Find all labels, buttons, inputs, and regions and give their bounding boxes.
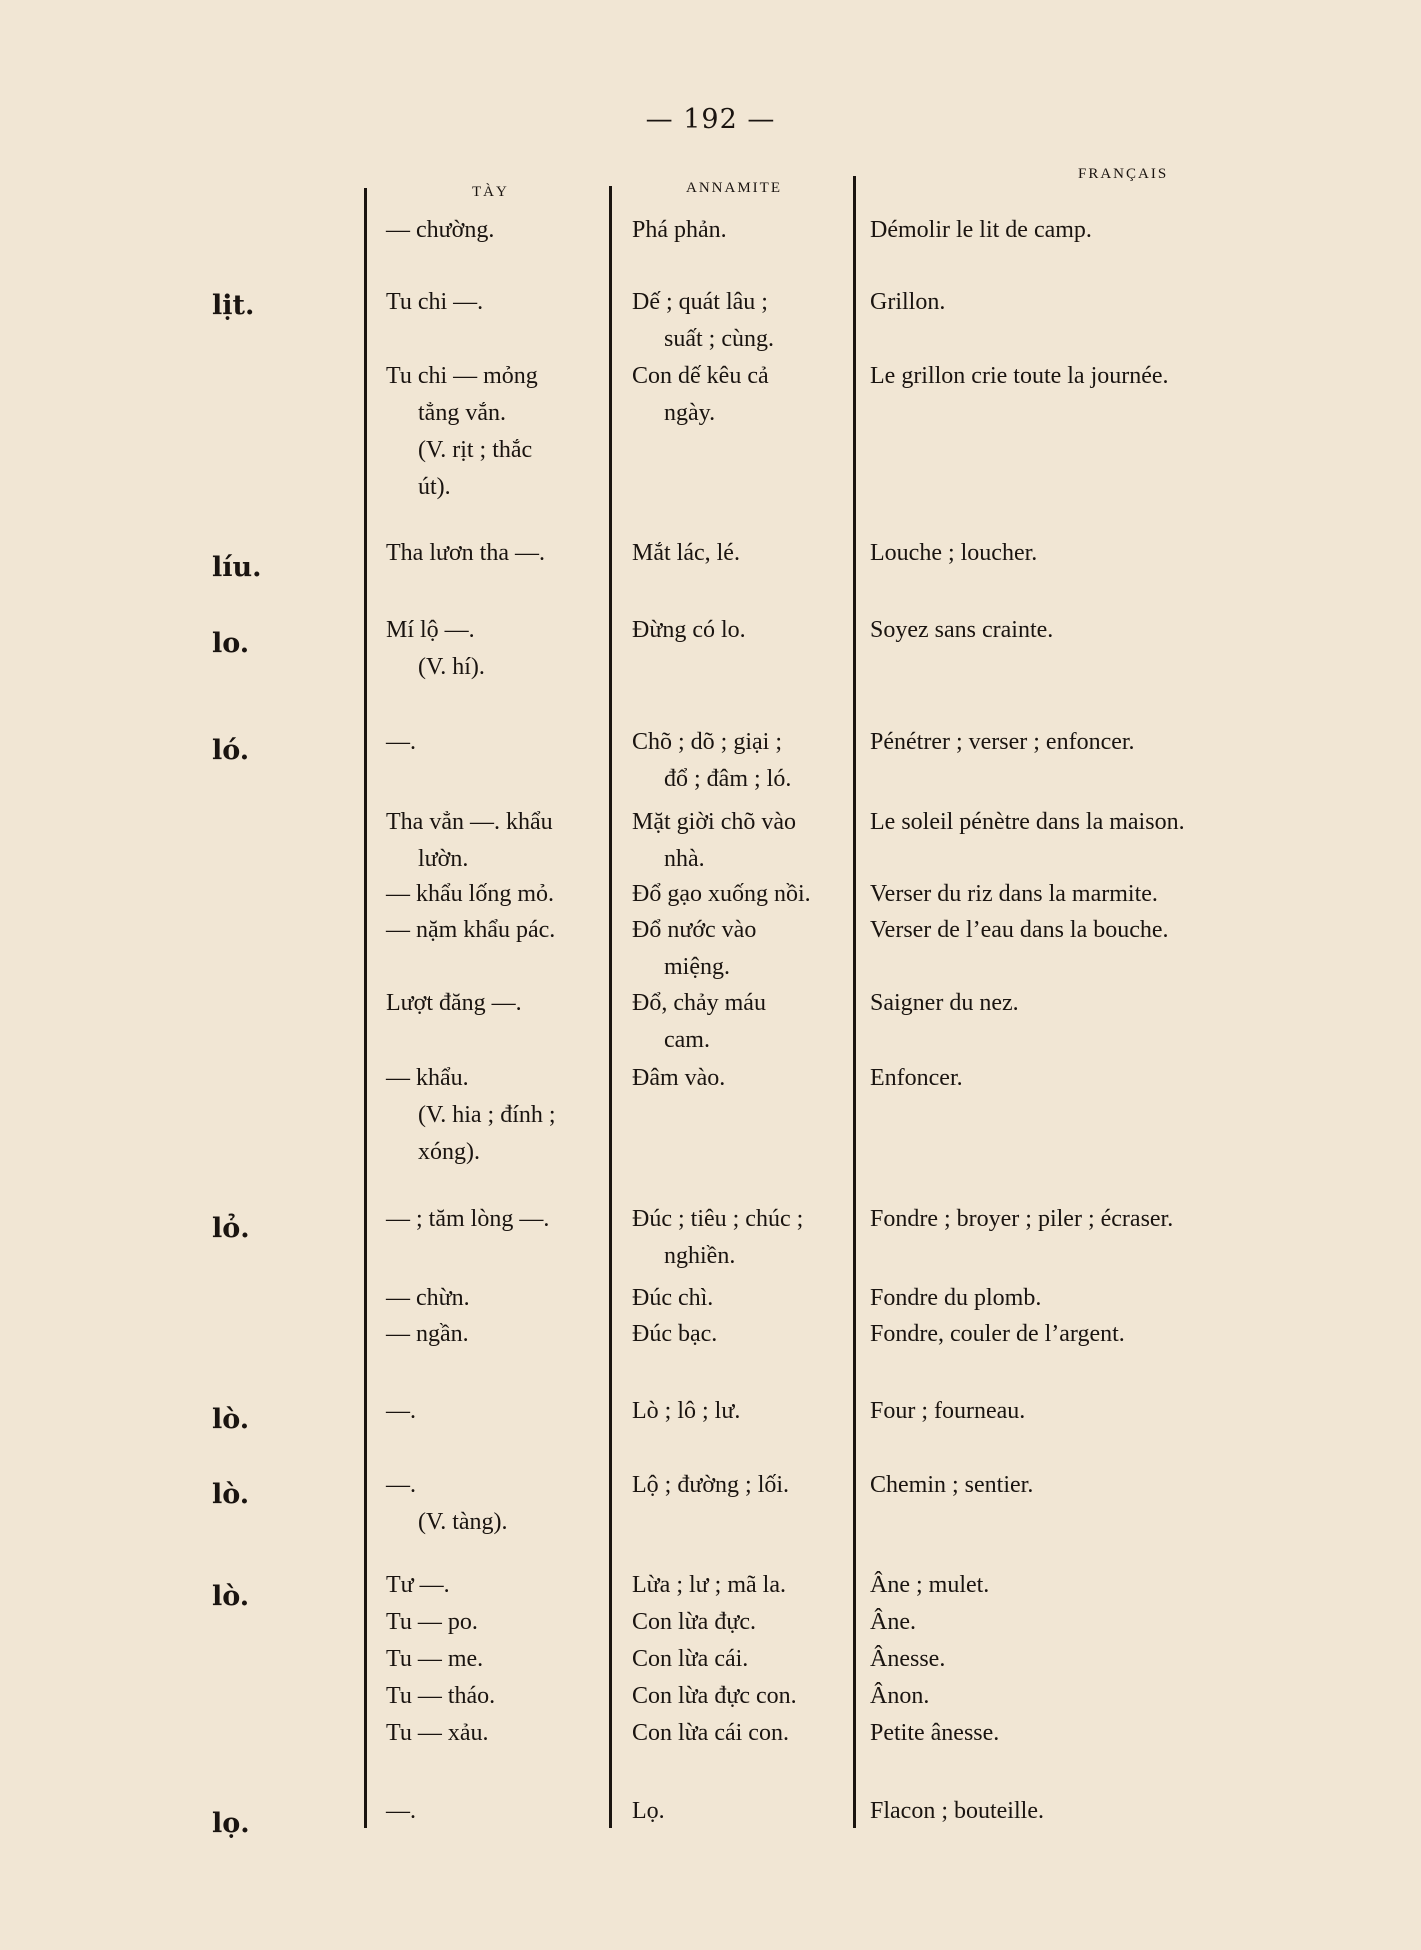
tay-cell-line: — chừn. xyxy=(386,1285,470,1311)
annamite-cell-line: ngày. xyxy=(664,400,716,426)
tay-cell-line: Tư —. xyxy=(386,1572,450,1598)
annamite-cell-line: Chõ ; dõ ; giại ; xyxy=(632,729,782,755)
headword: lỏ. xyxy=(212,1213,250,1244)
tay-cell-line: — chường. xyxy=(386,217,495,243)
annamite-cell xyxy=(632,212,862,249)
annamite-cell-line: Con lừa đực con. xyxy=(632,1683,797,1709)
headword: líu. xyxy=(212,552,262,583)
tay-cell-line: lườn. xyxy=(418,846,469,872)
annamite-cell xyxy=(632,1393,862,1430)
column-header-tay: TÀY xyxy=(472,184,509,200)
tay-cell xyxy=(386,804,616,878)
annamite-cell-line: Lọ. xyxy=(632,1798,665,1824)
headword: ló. xyxy=(212,735,250,766)
annamite-cell xyxy=(632,724,862,798)
francais-cell-line: Âne ; mulet. xyxy=(870,1572,990,1598)
tay-cell xyxy=(386,1641,616,1678)
tay-cell-line: Tha lươn tha —. xyxy=(386,540,545,566)
tay-cell xyxy=(386,1715,616,1752)
tay-cell-line: (V. tàng). xyxy=(418,1509,508,1535)
tay-cell-line: Tha vẳn —. khẩu xyxy=(386,809,553,835)
annamite-cell xyxy=(632,358,862,432)
annamite-cell-line: suất ; cùng. xyxy=(664,326,774,352)
annamite-cell-line: Dế ; quát lâu ; xyxy=(632,289,768,315)
tay-cell-line: — khẩu lống mỏ. xyxy=(386,881,554,907)
annamite-cell-line: nghiền. xyxy=(664,1243,736,1269)
tay-cell xyxy=(386,212,616,249)
francais-cell-line: Fondre ; broyer ; piler ; écraser. xyxy=(870,1206,1174,1232)
tay-cell xyxy=(386,1467,616,1541)
francais-cell-line: Petite ânesse. xyxy=(870,1720,1000,1746)
francais-cell xyxy=(870,1641,1320,1678)
tay-cell-line: (V. hí). xyxy=(418,654,485,680)
francais-cell xyxy=(870,358,1320,395)
francais-cell-line: Le grillon crie toute la journée. xyxy=(870,363,1169,389)
tay-cell xyxy=(386,1793,616,1830)
francais-cell-line: Ânesse. xyxy=(870,1646,946,1672)
francais-cell xyxy=(870,985,1320,1022)
francais-cell xyxy=(870,535,1320,572)
tay-cell-line: — ngần. xyxy=(386,1321,469,1347)
annamite-cell-line: Lừa ; lư ; mã la. xyxy=(632,1572,786,1598)
tay-cell xyxy=(386,535,616,572)
francais-cell-line: Grillon. xyxy=(870,289,946,315)
annamite-cell-line: Đổ nước vào xyxy=(632,917,757,943)
annamite-cell-line: cam. xyxy=(664,1027,710,1053)
tay-cell-line: — khẩu. xyxy=(386,1065,469,1091)
francais-cell-line: Four ; fourneau. xyxy=(870,1398,1026,1424)
tay-cell-line: Tu — po. xyxy=(386,1609,478,1635)
tay-cell-line: —. xyxy=(386,1472,416,1498)
tay-cell xyxy=(386,1393,616,1430)
annamite-cell xyxy=(632,535,862,572)
tay-cell-line: Tu — me. xyxy=(386,1646,484,1672)
tay-cell xyxy=(386,876,616,913)
annamite-cell-line: Đổ gạo xuống nồi. xyxy=(632,881,811,907)
francais-cell xyxy=(870,1393,1320,1430)
tay-cell-line: Tu chi — mỏng xyxy=(386,363,538,389)
francais-cell-line: Saigner du nez. xyxy=(870,990,1019,1016)
francais-cell xyxy=(870,212,1320,249)
tay-cell-line: (V. rịt ; thắc xyxy=(418,437,533,463)
tay-cell xyxy=(386,1567,616,1604)
annamite-cell xyxy=(632,1567,862,1604)
annamite-cell-line: Đâm vào. xyxy=(632,1065,726,1091)
tay-cell xyxy=(386,912,616,949)
francais-cell xyxy=(870,1793,1320,1830)
francais-cell xyxy=(870,284,1320,321)
francais-cell xyxy=(870,1715,1320,1752)
tay-cell-line: Lượt đăng —. xyxy=(386,990,522,1016)
francais-cell xyxy=(870,1678,1320,1715)
headword: lọ. xyxy=(212,1808,250,1839)
annamite-cell-line: Phá phản. xyxy=(632,217,727,243)
tay-cell xyxy=(386,1201,616,1238)
francais-cell xyxy=(870,912,1320,949)
francais-cell xyxy=(870,1201,1320,1238)
francais-cell-line: Âne. xyxy=(870,1609,916,1635)
francais-cell-line: Soyez sans crainte. xyxy=(870,617,1054,643)
francais-cell xyxy=(870,724,1320,761)
headword: lò. xyxy=(212,1479,250,1510)
annamite-cell xyxy=(632,1060,862,1097)
tay-cell-line: Tu — xảu. xyxy=(386,1720,489,1746)
tay-cell-line: Tu chi —. xyxy=(386,289,484,315)
annamite-cell-line: Con lừa đực. xyxy=(632,1609,756,1635)
annamite-cell xyxy=(632,1793,862,1830)
headword: lịt. xyxy=(212,290,255,321)
annamite-cell-line: Đúc bạc. xyxy=(632,1321,718,1347)
headword: lò. xyxy=(212,1404,250,1435)
francais-cell-line: Enfoncer. xyxy=(870,1065,963,1091)
francais-cell xyxy=(870,1280,1320,1317)
francais-cell-line: Pénétrer ; verser ; enfoncer. xyxy=(870,729,1135,755)
annamite-cell xyxy=(632,1201,862,1275)
tay-cell-line: —. xyxy=(386,1398,416,1424)
annamite-cell-line: Con lừa cái con. xyxy=(632,1720,789,1746)
tay-cell xyxy=(386,284,616,321)
francais-cell-line: Flacon ; bouteille. xyxy=(870,1798,1044,1824)
francais-cell xyxy=(870,804,1320,841)
annamite-cell xyxy=(632,1316,862,1353)
francais-cell xyxy=(870,1316,1320,1353)
francais-cell-line: Louche ; loucher. xyxy=(870,540,1038,566)
tay-cell xyxy=(386,1060,616,1171)
francais-cell-line: Ânon. xyxy=(870,1683,930,1709)
francais-cell-line: Fondre, couler de l’argent. xyxy=(870,1321,1125,1347)
page-number: — 192 — xyxy=(645,104,776,135)
annamite-cell-line: Lò ; lô ; lư. xyxy=(632,1398,741,1424)
francais-cell-line: Chemin ; sentier. xyxy=(870,1472,1034,1498)
annamite-cell-line: đổ ; đâm ; ló. xyxy=(664,766,792,792)
annamite-cell-line: Con lừa cái. xyxy=(632,1646,749,1672)
column-header-francais: FRANÇAIS xyxy=(1078,166,1169,182)
francais-cell-line: Démolir le lit de camp. xyxy=(870,217,1092,243)
annamite-cell xyxy=(632,985,862,1059)
annamite-cell-line: Đúc ; tiêu ; chúc ; xyxy=(632,1206,804,1232)
francais-cell xyxy=(870,612,1320,649)
tay-cell-line: Tu — tháo. xyxy=(386,1683,496,1709)
tay-cell-line: út). xyxy=(418,474,451,500)
column-header-annamite: ANNAMITE xyxy=(686,180,782,196)
francais-cell xyxy=(870,876,1320,913)
annamite-cell xyxy=(632,912,862,986)
annamite-cell-line: Mặt giời chõ vào xyxy=(632,809,796,835)
francais-cell-line: Verser de l’eau dans la bouche. xyxy=(870,917,1169,943)
francais-cell xyxy=(870,1567,1320,1604)
annamite-cell-line: nhà. xyxy=(664,846,705,872)
tay-cell-line: — nặm khẩu pác. xyxy=(386,917,556,943)
annamite-cell xyxy=(632,1604,862,1641)
francais-cell xyxy=(870,1467,1320,1504)
annamite-cell-line: Đừng có lo. xyxy=(632,617,746,643)
annamite-cell-line: miệng. xyxy=(664,954,730,980)
francais-cell-line: Fondre du plomb. xyxy=(870,1285,1042,1311)
headword: lo. xyxy=(212,628,250,659)
tay-cell xyxy=(386,985,616,1022)
annamite-cell xyxy=(632,1467,862,1504)
annamite-cell xyxy=(632,284,862,358)
headword: lò. xyxy=(212,1581,250,1612)
annamite-cell-line: Mắt lác, lé. xyxy=(632,540,740,566)
tay-cell-line: tẳng vắn. xyxy=(418,400,506,426)
tay-cell xyxy=(386,1604,616,1641)
annamite-cell xyxy=(632,804,862,878)
annamite-cell xyxy=(632,876,862,913)
tay-cell xyxy=(386,612,616,686)
tay-cell-line: —. xyxy=(386,729,416,755)
tay-cell-line: Mí lộ —. xyxy=(386,617,475,643)
francais-cell xyxy=(870,1060,1320,1097)
francais-cell-line: Le soleil pénètre dans la maison. xyxy=(870,809,1185,835)
annamite-cell xyxy=(632,1280,862,1317)
annamite-cell-line: Đổ, chảy máu xyxy=(632,990,766,1016)
tay-cell-line: (V. hia ; đính ; xyxy=(418,1102,556,1128)
tay-cell-line: xóng). xyxy=(418,1139,480,1165)
tay-cell-line: —. xyxy=(386,1798,416,1824)
column-rule-left xyxy=(364,188,367,1828)
annamite-cell xyxy=(632,1678,862,1715)
tay-cell-line: — ; tăm lòng —. xyxy=(386,1206,550,1232)
tay-cell xyxy=(386,1316,616,1353)
annamite-cell xyxy=(632,1715,862,1752)
annamite-cell xyxy=(632,1641,862,1678)
tay-cell xyxy=(386,724,616,761)
annamite-cell-line: Đúc chì. xyxy=(632,1285,714,1311)
tay-cell xyxy=(386,1678,616,1715)
tay-cell xyxy=(386,358,616,506)
francais-cell-line: Verser du riz dans la marmite. xyxy=(870,881,1158,907)
tay-cell xyxy=(386,1280,616,1317)
francais-cell xyxy=(870,1604,1320,1641)
annamite-cell-line: Con dế kêu cả xyxy=(632,363,769,389)
annamite-cell-line: Lộ ; đường ; lối. xyxy=(632,1472,790,1498)
annamite-cell xyxy=(632,612,862,649)
